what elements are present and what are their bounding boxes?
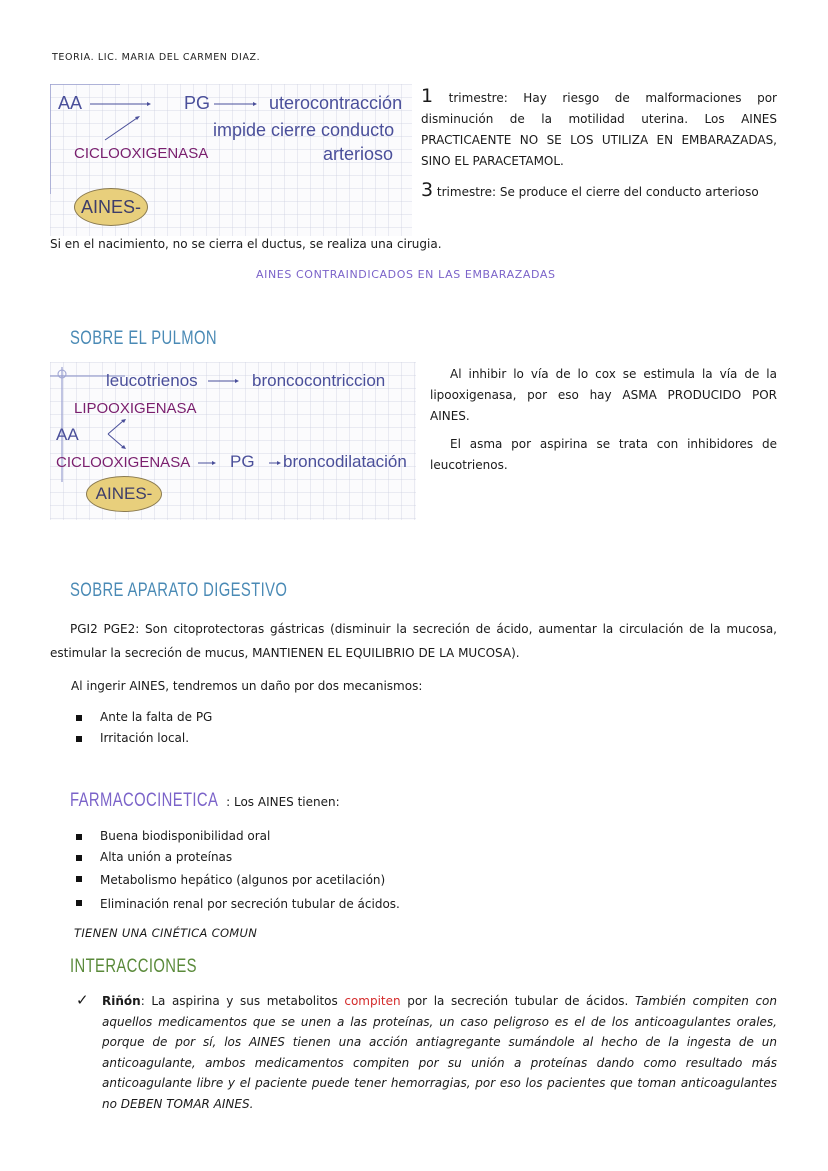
aines-oval: AINES-: [74, 188, 148, 226]
aines-oval-2: AINES-: [86, 476, 162, 512]
trimestre-3-text: trimestre: Se produce el cierre del conducto arterioso: [436, 185, 759, 199]
document-header: TEORIA. LIC. MARIA DEL CARMEN DIAZ.: [52, 52, 261, 63]
pregnancy-diagram: [50, 84, 412, 236]
list-item: Buena biodisponibilidad oral: [70, 826, 400, 847]
pulmon-paragraph-1: [430, 364, 777, 427]
rinon-label: Riñón: [102, 994, 141, 1008]
ciclooxigenasa-label-2: CICLOOXIGENASA: [56, 454, 191, 471]
farmaco-heading: [70, 790, 340, 812]
pulmon-p1-text: Al inhibir lo vía de lo cox se estimula la vía de la lipooxigenasa, por eso hay ASMA PRODUCIDO POR AINES.: [430, 367, 777, 423]
uterocontraccion-label: uterocontracción: [269, 93, 403, 113]
lung-diagram: [50, 362, 416, 520]
aa-label: AA: [58, 93, 83, 113]
nacimiento-text: Si en el nacimiento, no se cierra el ductus, se realiza una cirugia.: [50, 237, 442, 251]
list-item: Eliminación renal por secreción tubular de ácidos.: [70, 892, 400, 916]
farmaco-bullets: [70, 826, 400, 916]
pg-label-2: PG: [230, 452, 255, 471]
trimestre-1-text: trimestre: Hay riesgo de malformaciones por disminución de la motilidad uterina. Los AINES PRACTICAENTE NO SE LOS UTILIZA EN EMBARAZADAS, SINO EL PARACETAMOL.: [421, 91, 777, 168]
list-item: Alta unión a proteínas: [70, 847, 400, 868]
broncodilatacion-label: broncodilatación: [283, 452, 407, 471]
impide-label: impide cierre conducto: [213, 120, 395, 140]
interacciones-part1: : La aspirina y sus metabolitos: [140, 994, 345, 1008]
leucotrienos-label: leucotrienos: [106, 371, 198, 390]
pulmon-paragraph-2: [430, 434, 777, 476]
check-icon: ✓: [76, 991, 89, 1009]
contraindicados-caption: AINES CONTRAINDICADOS EN LAS EMBARAZADAS: [256, 268, 556, 281]
digestivo-intro: Al ingerir AINES, tendremos un daño por dos mecanismos:: [71, 679, 423, 693]
broncocontriccion-label: broncocontriccion: [252, 371, 386, 390]
farmaco-note: TIENEN UNA CINÉTICA COMUN: [74, 926, 258, 940]
digestivo-paragraph: [50, 617, 777, 665]
list-item: Ante la falta de PG: [70, 707, 212, 728]
interacciones-paragraph: [102, 991, 777, 1114]
arterioso-label: arterioso: [323, 144, 394, 164]
digestivo-p1-text: PGI2 PGE2: Son citoprotectoras gástricas (disminuir la secreción de ácido, aumentar la circulación de la mucosa, estimular la secreción de mucus, MANTIENEN EL EQUILIBRIO DE LA MUCOSA).: [50, 622, 777, 660]
pg-label: PG: [184, 93, 211, 113]
lipooxigenasa-label: LIPOOXIGENASA: [74, 400, 197, 417]
interacciones-part2: por la secreción tubular de ácidos.: [400, 994, 635, 1008]
trimestre-1-paragraph: [421, 86, 777, 172]
digestivo-bullets: [70, 707, 212, 749]
farmaco-title: FARMACOCINETICA: [70, 790, 219, 811]
compiten-highlight: compiten: [344, 994, 401, 1008]
pulmon-p2-text: El asma por aspirina se trata con inhibidores de leucotrienos.: [430, 437, 777, 472]
list-item: Irritación local.: [70, 728, 212, 749]
trimestre-1-number: 1: [421, 85, 434, 107]
ciclooxigenasa-label: CICLOOXIGENASA: [74, 145, 209, 162]
aa-label-2: AA: [56, 425, 79, 444]
digestivo-title: SOBRE APARATO DIGESTIVO: [70, 580, 288, 601]
farmaco-intro: : Los AINES tienen:: [226, 795, 340, 809]
list-item: Metabolismo hepático (algunos por acetilación): [70, 868, 400, 892]
trimestre-3-paragraph: [421, 180, 777, 203]
trimestre-3-number: 3: [421, 179, 434, 201]
pulmon-title: SOBRE EL PULMON: [70, 328, 217, 349]
interacciones-italic: También compiten con aquellos medicamentos que se unen a las proteínas, un caso peligroso es el de los anticoagulantes orales, porque de por sí, los AINES tienen una acción antiagregante sumándole al hecho de la ingesta de un anticoagulante, ambos medicamentos compiten por su unión a proteínas dando como resultado más anticoagulante libre y el paciente puede tener hemorragias, por eso los pacientes que toman anticoagulantes no DEBEN TOMAR AINES.: [102, 994, 777, 1111]
interacciones-title: INTERACCIONES: [70, 956, 197, 977]
